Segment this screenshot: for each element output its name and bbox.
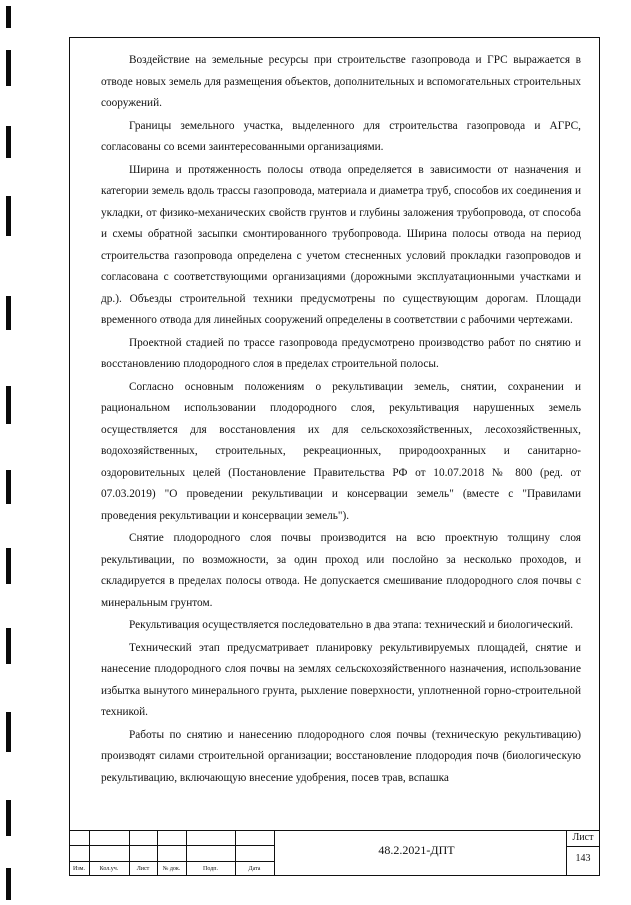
paragraph: Рекультивация осуществляется последовательно в два этапа: технический и биологический.	[129, 619, 574, 631]
paragraph: Границы земельного участка, выделенного для строительства газопровода и АГРС, согласованы со всеми заинтересованными организациями.	[101, 119, 581, 153]
stamp-col-date: Дата	[248, 866, 261, 872]
stamp-col-signature: Подп.	[203, 866, 218, 872]
binder-mark	[6, 386, 11, 424]
paragraph: Воздействие на земельные ресурсы при строительстве газопровода и ГРС выражается в отводе новых земель для размещения объектов, дополнительных и вспомогательных строительных сооружений.	[101, 54, 581, 109]
stamp-col-change: Изм.	[73, 866, 85, 872]
binder-mark	[6, 296, 11, 330]
sheet-label: Лист	[572, 832, 594, 843]
binder-mark	[6, 712, 11, 752]
stamp-col-sheet: Лист	[136, 866, 150, 872]
paragraph: Снятие плодородного слоя почвы производится на всю проектную толщину слоя рекультивации, по возможности, за один проход или послойно за несколько проходов, и складируется в пределах полосы отвода. Не допускается смешивание плодородного слоя почвы с минеральным грунтом.	[101, 532, 581, 609]
binder-mark	[6, 470, 11, 504]
stamp-col-docno: № док.	[162, 866, 181, 872]
binder-mark	[6, 50, 11, 86]
sheet-number: 143	[575, 853, 591, 864]
paragraph: Ширина и протяженность полосы отвода определяется в зависимости от назначения и категории земель вдоль трассы газопровода, материала и диаметра труб, способов их соединения и укладки, от физико-механических свойств грунтов и глубины заложения трубопровода, от способа и схемы обратной засыпки смонтированного трубопровода. Ширина полосы отвода на период строительства газопровода определена с учетом стесненных условий прокладки газопроводов и согласована с соответствующими организациями (дорожными эксплуатационными участками и др.). Объезды строительной техники предусмотрены по существующим дорогам. Площади временного отвода для линейных сооружений определены в соответствии с рабочими чертежами.	[101, 163, 581, 326]
document-body	[101, 50, 581, 789]
binder-mark	[6, 628, 11, 664]
stamp-col-qty: Кол.уч.	[99, 866, 119, 872]
binder-mark	[6, 868, 11, 900]
binder-mark	[6, 800, 11, 836]
paragraph: Проектной стадией по трассе газопровода предусмотрено производство работ по снятию и восстановлению плодородного слоя в пределах строительной полосы.	[101, 336, 581, 370]
binder-mark	[6, 126, 11, 158]
binder-mark	[6, 548, 11, 584]
title-block	[69, 830, 600, 876]
paragraph: Работы по снятию и нанесению плодородного слоя почвы (техническую рекультивацию) производят силами строительной организации; восстановление плодородия почв (биологическую рекультивацию, включающую внесение удобрения, посев трав, вспашка	[101, 728, 581, 784]
binder-mark	[6, 196, 11, 236]
binder-mark	[6, 6, 11, 28]
document-code: 48.2.2021-ДПТ	[378, 843, 455, 857]
paragraph: Согласно основным положениям о рекультивации земель, снятии, сохранении и рациональном использовании плодородного слоя, рекультивация нарушенных земель осуществляется для восстановления их для сельскохозяйственных, лесохозяйственных, водохозяйственных, строительных, рекреационных, природоохранных и санитарно-оздоровительных целей (Постановление Правительства РФ от 10.07.2018 № 800 (ред. от 07.03.2019) "О проведении рекультивации и консервации земель" (вместе с "Правилами проведения рекультивации и консервации земель").	[101, 380, 581, 522]
paragraph: Технический этап предусматривает планировку рекультивируемых площадей, снятие и нанесение плодородного слоя почвы на землях сельскохозяйственного назначения, использование избытка вынутого минерального грунта, рыхление поверхности, уплотненной горно-строительной техникой.	[101, 641, 581, 718]
